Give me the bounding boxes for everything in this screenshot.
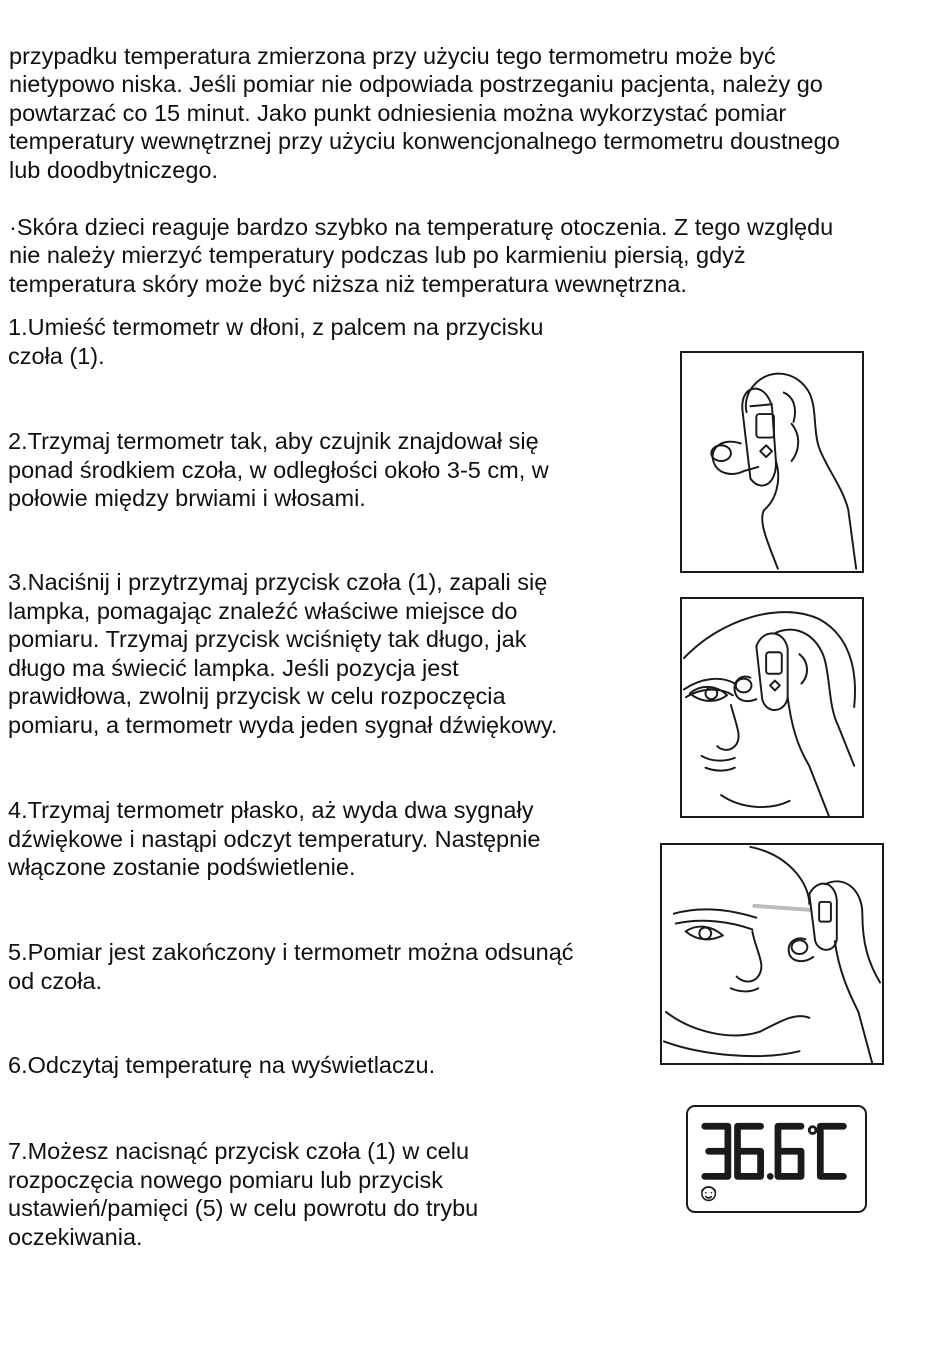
- step-3: 3.Naciśnij i przytrzymaj przycisk czoła (1), zapali się lampka, pomagając znaleźć właściwe miejsce do pomiaru. Trzymaj przycisk wciśnięty tak długo, jak długo ma świecić lampka. Jeśli pozycja jest prawidłowa, zwolnij przycisk w celu rozpoczęcia pomiaru, a termometr wyda jeden sygnał dźwiękowy.: [8, 569, 558, 738]
- temperature-reading-6b: [778, 1126, 801, 1176]
- thermometer-on-forehead-icon: [680, 597, 864, 818]
- intro-text: [9, 13, 939, 327]
- temperature-reading-3: [705, 1126, 728, 1176]
- step-1: 1.Umieść termometr w dłoni, z palcem na przycisku czoła (1).: [8, 314, 544, 369]
- step-5: 5.Pomiar jest zakończony i termometr można odsunąć od czoła.: [8, 939, 574, 994]
- temperature-decimal-point: [767, 1173, 774, 1180]
- step-4: 4.Trzymaj termometr płasko, aż wyda dwa sygnały dźwiękowe i nastąpi odczyt temperatury. Następnie włączone zostanie podświetlenie.: [8, 797, 541, 880]
- intro-paragraph-1: przypadku temperatura zmierzona przy użyciu tego termometru może być nietypowo niska. Jeśli pomiar nie odpowiada postrzeganiu pacjenta, należy go powtarzać co 15 minut. Jako punkt odniesienia można wykorzystać pomiar temperatury wewnętrznej przy użyciu konwencjonalnego termometru doustnego lub doodbytniczego.: [9, 42, 840, 183]
- lcd-display: [686, 1105, 867, 1213]
- intro-paragraph-2: ·Skóra dzieci reaguje bardzo szybko na temperaturę otoczenia. Z tego względu nie należy mierzyć temperatury podczas lub po karmieniu piersią, gdyż temperatura skóry może być niższa niż temperatura wewnętrzna.: [9, 213, 834, 297]
- face-forehead-mode-icon: [702, 1187, 715, 1200]
- step-7: 7.Możesz nacisnąć przycisk czoła (1) w celu rozpoczęcia nowego pomiaru lub przycisk ustawień/pamięci (5) w celu powrotu do trybu oczekiwania.: [8, 1138, 479, 1250]
- step-6: 6.Odczytaj temperaturę na wyświetlaczu.: [8, 1052, 436, 1078]
- thermometer-measuring-distance-icon: [660, 843, 884, 1065]
- step-2: 2.Trzymaj termometr tak, aby czujnik znajdował się ponad środkiem czoła, w odległości około 3-5 cm, w połowie między brwiami i włosami.: [8, 428, 549, 511]
- hand-holding-thermometer-icon: [680, 351, 864, 573]
- degree-symbol: [809, 1127, 816, 1134]
- temperature-reading-6: [738, 1126, 761, 1176]
- celsius-symbol: [820, 1126, 843, 1176]
